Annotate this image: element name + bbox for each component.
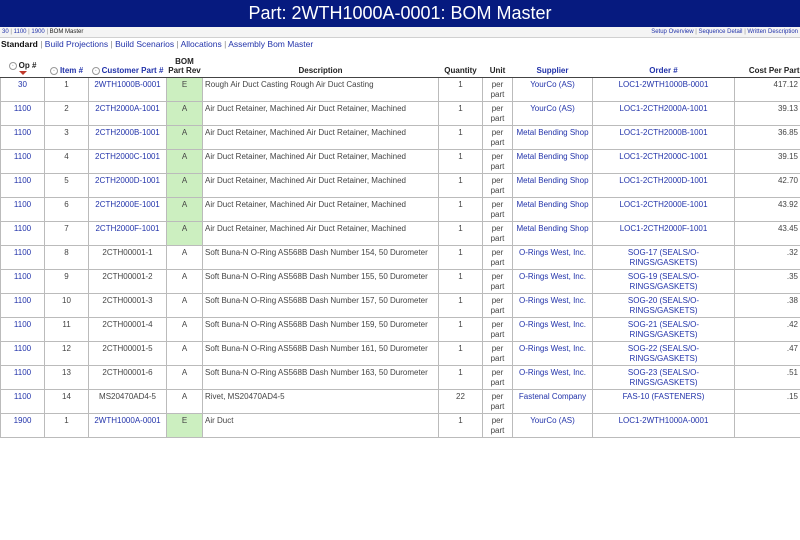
cost-column-header: Cost Per Part [735,57,800,78]
description-cell: Air Duct Retainer, Machined Air Duct Retainer, Machined [203,102,439,126]
quantity-cell: 1 [439,222,483,246]
item-cell: 12 [45,342,89,366]
table-row [1,270,800,294]
customer-part-cell: 2CTH00001-4 [89,318,167,342]
unit-cell: per part [483,174,513,198]
bom-rev-cell: A [167,174,203,198]
description-cell: Air Duct Retainer, Machined Air Duct Retainer, Machined [203,150,439,174]
customer-part-cell: 2CTH00001-3 [89,294,167,318]
tab-standard[interactable]: Standard [1,39,38,49]
order-cell[interactable]: LOC1-2CTH2000A-1001 [593,102,735,126]
tab-separator: | [176,39,181,49]
table-row [1,102,800,126]
cost-cell: .15 [735,390,800,414]
breadcrumb-bar [0,27,800,38]
bom-table-body [1,78,800,438]
page-title: Part: 2WTH1000A-0001: BOM Master [0,0,800,27]
supplier-cell[interactable]: Metal Bending Shop [513,126,593,150]
supplier-cell[interactable]: Fastenal Company [513,390,593,414]
supplier-cell[interactable]: O-Rings West, Inc. [513,366,593,390]
table-row [1,198,800,222]
bom-rev-cell: A [167,198,203,222]
customer-part-cell[interactable]: 2CTH2000B-1001 [89,126,167,150]
tab-allocations[interactable]: Allocations [180,39,222,49]
cost-cell: 43.92 [735,198,800,222]
item-cell: 3 [45,126,89,150]
quantity-cell: 1 [439,294,483,318]
description-cell: Air Duct [203,414,439,438]
cost-cell [735,414,800,438]
table-row [1,342,800,366]
order-cell[interactable]: LOC1-2WTH1000A-0001 [593,414,735,438]
op-cell[interactable]: 1100 [1,270,45,294]
bom-rev-cell: A [167,318,203,342]
bom-rev-cell: A [167,270,203,294]
order-cell[interactable]: LOC1-2WTH1000B-0001 [593,78,735,102]
breadcrumb-separator: | [10,29,14,35]
item-cell: 5 [45,174,89,198]
bom-rev-cell: A [167,294,203,318]
unit-cell: per part [483,342,513,366]
cost-cell: .47 [735,342,800,366]
customer-part-cell: MS20470AD4-5 [89,390,167,414]
table-row [1,318,800,342]
description-cell: Soft Buna-N O-Ring AS568B Dash Number 155, 50 Durometer [203,270,439,294]
op-cell[interactable]: 1100 [1,342,45,366]
sort-desc-arrow-icon[interactable] [19,71,27,75]
bom-rev-column-header: BOM Part Rev [167,57,203,78]
supplier-cell[interactable]: YourCo (AS) [513,102,593,126]
customer-part-header-label: Customer Part # [101,66,164,75]
description-cell: Soft Buna-N O-Ring AS568B Dash Number 157, 50 Durometer [203,294,439,318]
bom-rev-cell: E [167,78,203,102]
supplier-cell[interactable]: YourCo (AS) [513,414,593,438]
quantity-cell: 1 [439,102,483,126]
op-cell[interactable]: 1100 [1,102,45,126]
table-row [1,222,800,246]
bom-rev-cell: E [167,414,203,438]
customer-part-cell[interactable]: 2CTH2000D-1001 [89,174,167,198]
op-cell[interactable]: 1900 [1,414,45,438]
breadcrumb-separator: | [46,29,50,35]
bom-rev-cell: A [167,366,203,390]
customer-part-cell: 2CTH00001-5 [89,342,167,366]
unit-cell: per part [483,366,513,390]
breadcrumb-separator: | [28,29,32,35]
item-cell: 13 [45,366,89,390]
unit-cell: per part [483,222,513,246]
breadcrumb-op-1100[interactable]: 1100 [13,29,27,35]
supplier-cell[interactable]: O-Rings West, Inc. [513,294,593,318]
order-column-header[interactable]: Order # [593,57,735,78]
supplier-cell[interactable]: O-Rings West, Inc. [513,270,593,294]
table-row [1,150,800,174]
item-cell: 10 [45,294,89,318]
customer-part-cell[interactable]: 2CTH2000E-1001 [89,198,167,222]
supplier-cell[interactable]: YourCo (AS) [513,78,593,102]
bom-rev-cell: A [167,222,203,246]
quantity-column-header: Quantity [439,57,483,78]
order-cell[interactable]: LOC1-2CTH2000F-1001 [593,222,735,246]
bom-rev-cell: A [167,390,203,414]
cost-cell: .38 [735,294,800,318]
tab-build-scenarios[interactable]: Build Scenarios [115,39,175,49]
link-separator: | [744,29,748,35]
customer-part-cell: 2CTH00001-1 [89,246,167,270]
header-links [651,27,798,37]
op-cell[interactable]: 1100 [1,246,45,270]
table-row [1,294,800,318]
unit-cell: per part [483,198,513,222]
item-cell: 7 [45,222,89,246]
sort-circle-icon[interactable]: ◦ [9,62,17,70]
breadcrumb-current: BOM Master [49,29,84,35]
cost-cell: .35 [735,270,800,294]
supplier-cell[interactable]: Metal Bending Shop [513,222,593,246]
table-row [1,174,800,198]
order-cell[interactable]: SOG-20 (SEALS/O-RINGS/GASKETS) [593,294,735,318]
customer-part-column-header[interactable] [89,57,167,78]
description-cell: Soft Buna-N O-Ring AS568B Dash Number 159, 50 Durometer [203,318,439,342]
item-cell: 1 [45,414,89,438]
unit-cell: per part [483,78,513,102]
unit-cell: per part [483,246,513,270]
order-cell[interactable]: SOG-17 (SEALS/O-RINGS/GASKETS) [593,246,735,270]
table-row [1,366,800,390]
tab-separator: | [110,39,116,49]
description-cell: Air Duct Retainer, Machined Air Duct Retainer, Machined [203,198,439,222]
breadcrumb-op-30[interactable]: 30 [2,29,9,35]
order-cell[interactable]: SOG-19 (SEALS/O-RINGS/GASKETS) [593,270,735,294]
supplier-cell[interactable]: O-Rings West, Inc. [513,342,593,366]
unit-column-header: Unit [483,57,513,78]
description-cell: Soft Buna-N O-Ring AS568B Dash Number 163, 50 Durometer [203,366,439,390]
unit-cell: per part [483,270,513,294]
customer-part-cell[interactable]: 2CTH2000A-1001 [89,102,167,126]
order-cell[interactable]: SOG-23 (SEALS/O-RINGS/GASKETS) [593,366,735,390]
order-cell[interactable]: LOC1-2CTH2000B-1001 [593,126,735,150]
supplier-cell[interactable]: O-Rings West, Inc. [513,246,593,270]
description-cell: Soft Buna-N O-Ring AS568B Dash Number 154, 50 Durometer [203,246,439,270]
description-cell: Rough Air Duct Casting Rough Air Duct Casting [203,78,439,102]
op-cell[interactable]: 30 [1,78,45,102]
customer-part-cell[interactable]: 2CTH2000C-1001 [89,150,167,174]
op-cell[interactable]: 1100 [1,198,45,222]
written-description-link[interactable]: Written Description [747,29,798,35]
breadcrumb-op-1900[interactable]: 1900 [31,29,45,35]
bom-rev-cell: A [167,126,203,150]
quantity-cell: 1 [439,198,483,222]
tab-separator: | [224,39,229,49]
unit-cell: per part [483,318,513,342]
cost-cell: .51 [735,366,800,390]
unit-cell: per part [483,294,513,318]
bom-rev-cell: A [167,342,203,366]
cost-cell: 42.70 [735,174,800,198]
sequence-detail-link[interactable]: Sequence Detail [698,29,743,35]
setup-overview-link[interactable]: Setup Overview [651,29,694,35]
description-cell: Air Duct Retainer, Machined Air Duct Retainer, Machined [203,126,439,150]
unit-cell: per part [483,390,513,414]
supplier-column-header[interactable]: Supplier [513,57,593,78]
unit-cell: per part [483,414,513,438]
order-cell[interactable]: LOC1-2CTH2000D-1001 [593,174,735,198]
item-cell: 1 [45,78,89,102]
op-cell[interactable]: 1100 [1,318,45,342]
cost-cell: .32 [735,246,800,270]
customer-part-cell: 2CTH00001-2 [89,270,167,294]
bom-rev-cell: A [167,102,203,126]
unit-cell: per part [483,126,513,150]
item-cell: 8 [45,246,89,270]
item-cell: 11 [45,318,89,342]
quantity-cell: 1 [439,150,483,174]
tab-assembly-bom-master[interactable]: Assembly Bom Master [228,39,314,49]
supplier-cell[interactable]: Metal Bending Shop [513,174,593,198]
item-cell: 9 [45,270,89,294]
link-separator: | [695,29,699,35]
unit-cell: per part [483,102,513,126]
description-cell: Air Duct Retainer, Machined Air Duct Retainer, Machined [203,174,439,198]
quantity-cell: 1 [439,366,483,390]
quantity-cell: 1 [439,246,483,270]
cost-cell: 43.45 [735,222,800,246]
quantity-cell: 22 [439,390,483,414]
supplier-cell[interactable]: Metal Bending Shop [513,198,593,222]
cost-cell: 39.15 [735,150,800,174]
op-cell[interactable]: 1100 [1,222,45,246]
customer-part-cell[interactable]: 2WTH1000B-0001 [89,78,167,102]
cost-cell: .42 [735,318,800,342]
quantity-cell: 1 [439,318,483,342]
table-header-row [1,57,800,78]
op-cell[interactable]: 1100 [1,294,45,318]
table-row [1,126,800,150]
supplier-cell[interactable]: Metal Bending Shop [513,150,593,174]
table-row [1,78,800,102]
item-cell: 14 [45,390,89,414]
customer-part-cell: 2CTH00001-6 [89,366,167,390]
quantity-cell: 1 [439,126,483,150]
order-cell[interactable]: LOC1-2CTH2000C-1001 [593,150,735,174]
quantity-cell: 1 [439,174,483,198]
order-cell[interactable]: SOG-22 (SEALS/O-RINGS/GASKETS) [593,342,735,366]
tab-build-projections[interactable]: Build Projections [44,39,109,49]
sort-circle-icon[interactable]: ◦ [92,67,100,75]
unit-cell: per part [483,150,513,174]
op-cell[interactable]: 1100 [1,126,45,150]
customer-part-cell[interactable]: 2CTH2000F-1001 [89,222,167,246]
bom-rev-cell: A [167,150,203,174]
item-column-header[interactable] [45,57,89,78]
quantity-cell: 1 [439,78,483,102]
description-cell: Air Duct Retainer, Machined Air Duct Retainer, Machined [203,222,439,246]
table-row [1,246,800,270]
item-cell: 2 [45,102,89,126]
tab-separator: | [40,39,45,49]
bom-rev-cell: A [167,246,203,270]
sort-circle-icon[interactable]: ◦ [50,67,58,75]
description-cell: Soft Buna-N O-Ring AS568B Dash Number 161, 50 Durometer [203,342,439,366]
op-header-label: Op # [18,61,37,70]
item-header-label: Item # [59,66,84,75]
op-cell[interactable]: 1100 [1,150,45,174]
customer-part-cell[interactable]: 2WTH1000A-0001 [89,414,167,438]
quantity-cell: 1 [439,342,483,366]
order-cell[interactable]: LOC1-2CTH2000E-1001 [593,198,735,222]
table-row [1,414,800,438]
op-cell[interactable]: 1100 [1,174,45,198]
op-cell[interactable]: 1100 [1,390,45,414]
supplier-cell[interactable]: O-Rings West, Inc. [513,318,593,342]
description-column-header: Description [203,57,439,78]
op-column-header[interactable] [1,57,45,78]
order-cell[interactable]: SOG-21 (SEALS/O-RINGS/GASKETS) [593,318,735,342]
cost-cell: 36.85 [735,126,800,150]
item-cell: 6 [45,198,89,222]
quantity-cell: 1 [439,414,483,438]
bom-table [0,57,800,438]
view-tabs [0,38,800,50]
cost-cell: 417.12 [735,78,800,102]
description-cell: Rivet, MS20470AD4-5 [203,390,439,414]
breadcrumb [2,27,83,37]
cost-cell: 39.13 [735,102,800,126]
item-cell: 4 [45,150,89,174]
table-row [1,390,800,414]
quantity-cell: 1 [439,270,483,294]
op-cell[interactable]: 1100 [1,366,45,390]
order-cell[interactable]: FAS-10 (FASTENERS) [593,390,735,414]
